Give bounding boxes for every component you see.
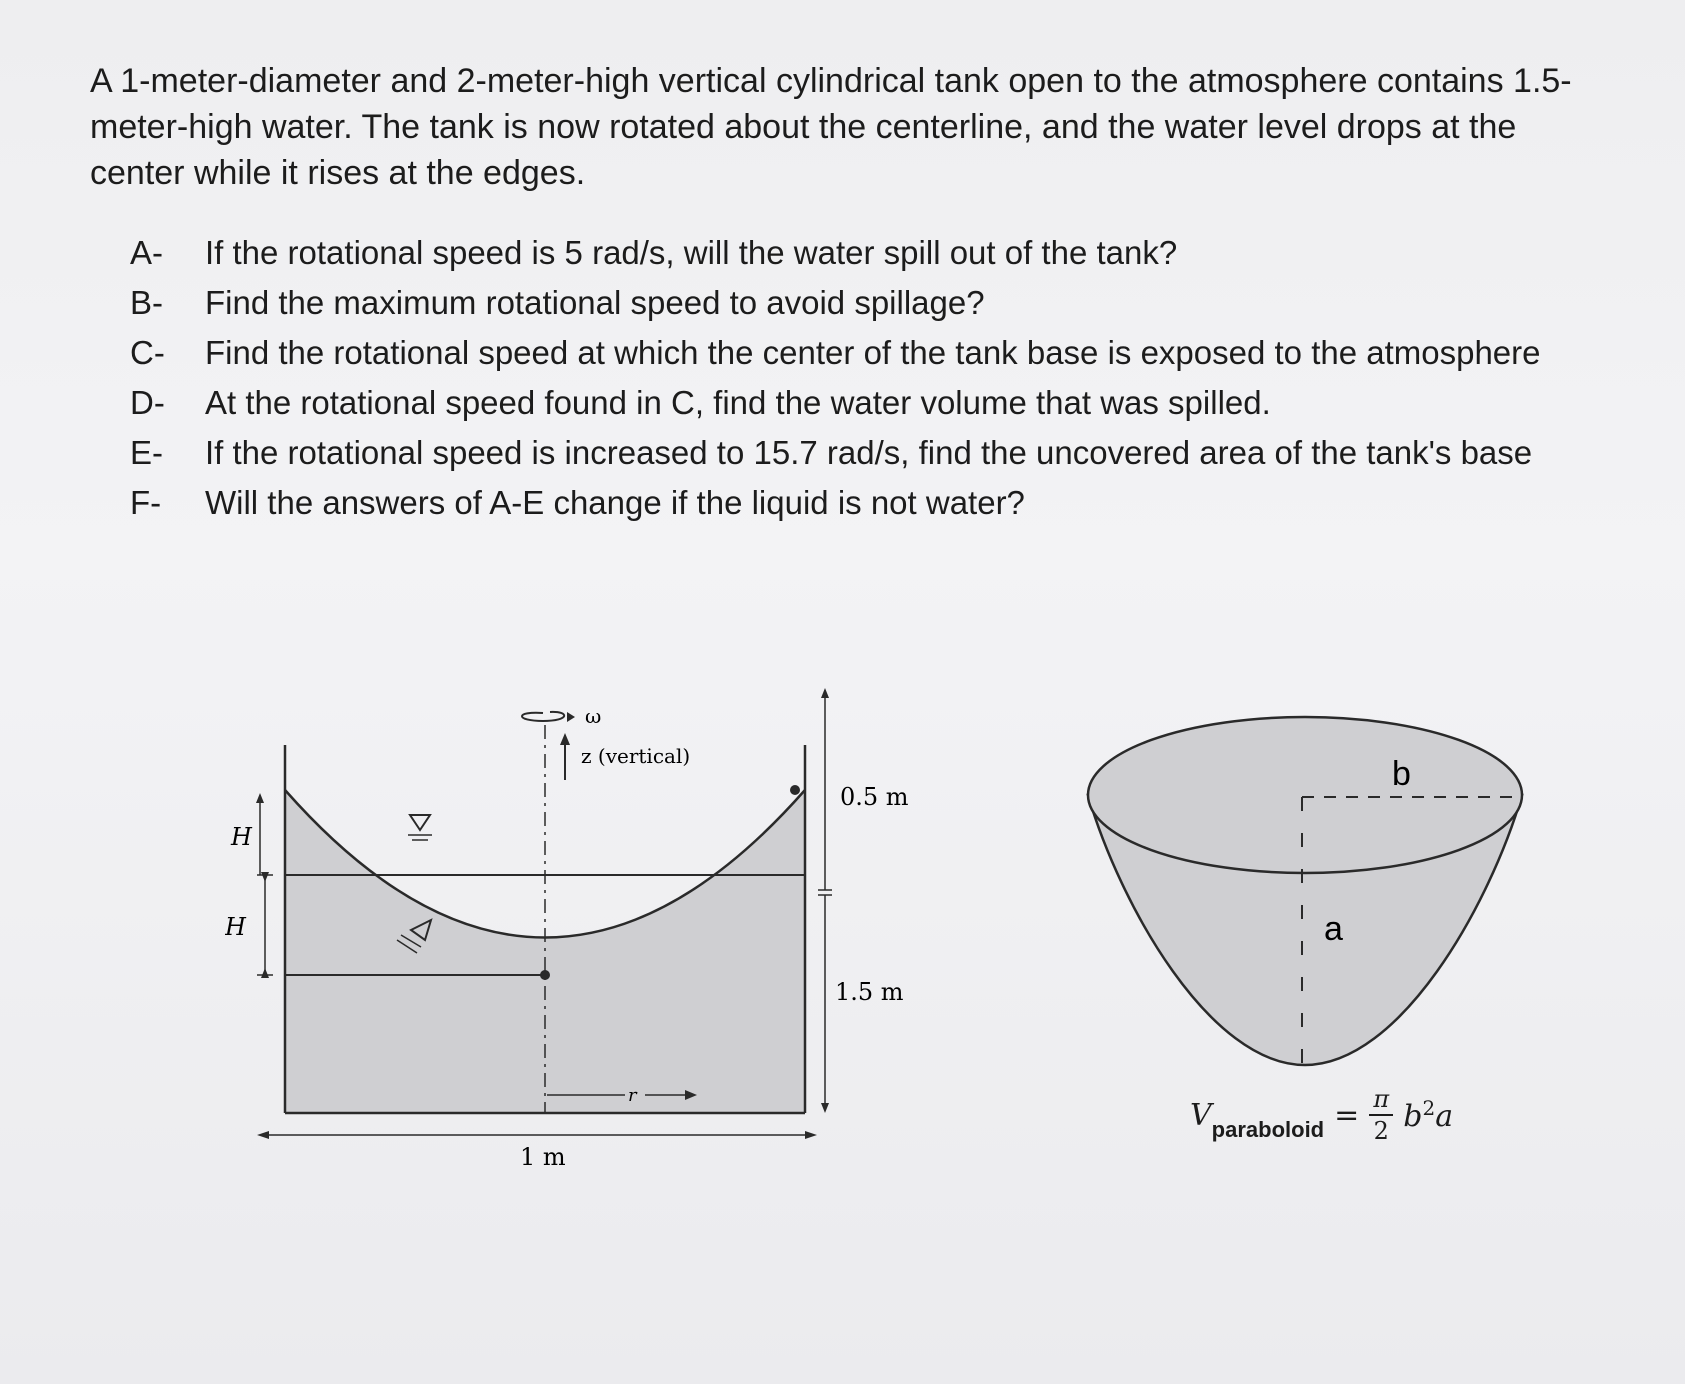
formula-a: a [1435,1099,1454,1134]
question-item [130,428,1680,478]
width-dimension-label: 1 m [520,1143,566,1165]
question-letter: D- [130,384,165,421]
rotation-arrow-icon [522,712,564,721]
top-dimension-label: 0.5 m [840,783,909,811]
question-letter: E- [130,434,163,471]
z-arrow-icon [560,733,570,745]
paraboloid-volume-formula [1190,1075,1453,1155]
question-item [130,228,1680,278]
paraboloid-top-ellipse [1088,717,1522,873]
question-item [130,378,1680,428]
vertex-point [540,970,550,980]
bottom-dimension-label: 1.5 m [835,978,904,1006]
question-item [130,278,1680,328]
question-letter: F- [130,484,162,521]
formula-subscript: paraboloid [1211,1116,1325,1142]
question-text: Will the answers of A-E change if the liquid is not water? [205,484,1025,521]
question-text: If the rotational speed is 5 rad/s, will the water spill out of the tank? [205,234,1178,271]
problem-statement: A 1-meter-diameter and 2-meter-high vertical cylindrical tank open to the atmosphere contains 1.5- meter-high water. The tank is now rotated about the centerline, and the water level drops at the center while it rises at the edges. [90,62,1572,192]
h-label-bottom: H [225,913,246,941]
formula-equals: = [1334,1097,1360,1133]
omega-label: ω [585,704,602,728]
edge-point [790,785,800,795]
formula-b: b [1403,1099,1423,1134]
a-label: a [1324,910,1343,948]
z-axis-label: z (vertical) [581,744,691,768]
question-item [130,328,1680,378]
question-text: Find the rotational speed at which the center of the tank base is exposed to the atmosphere [205,334,1541,371]
h-label-top: H [231,823,252,851]
question-text: At the rotational speed found in C, find the water volume that was spilled. [205,384,1271,421]
r-label: r [628,1085,637,1106]
formula-denominator: 2 [1373,1117,1389,1145]
question-letter: B- [130,284,163,321]
question-list [130,228,1680,528]
b-label: b [1392,755,1411,793]
question-letter: C- [130,334,165,371]
formula-exponent: 2 [1422,1096,1436,1120]
question-text: If the rotational speed is increased to 15.7 rad/s, find the uncovered area of the tank's base [205,434,1533,471]
question-text: Find the maximum rotational speed to avoid spillage? [205,284,985,321]
question-letter: A- [130,234,163,271]
rotating-tank-diagram [225,685,925,1165]
formula-numerator: π [1373,1085,1390,1113]
formula-fraction [1369,1086,1393,1144]
free-surface-symbol-icon [410,815,430,830]
question-item [130,478,1680,528]
formula-v: V [1190,1097,1212,1133]
